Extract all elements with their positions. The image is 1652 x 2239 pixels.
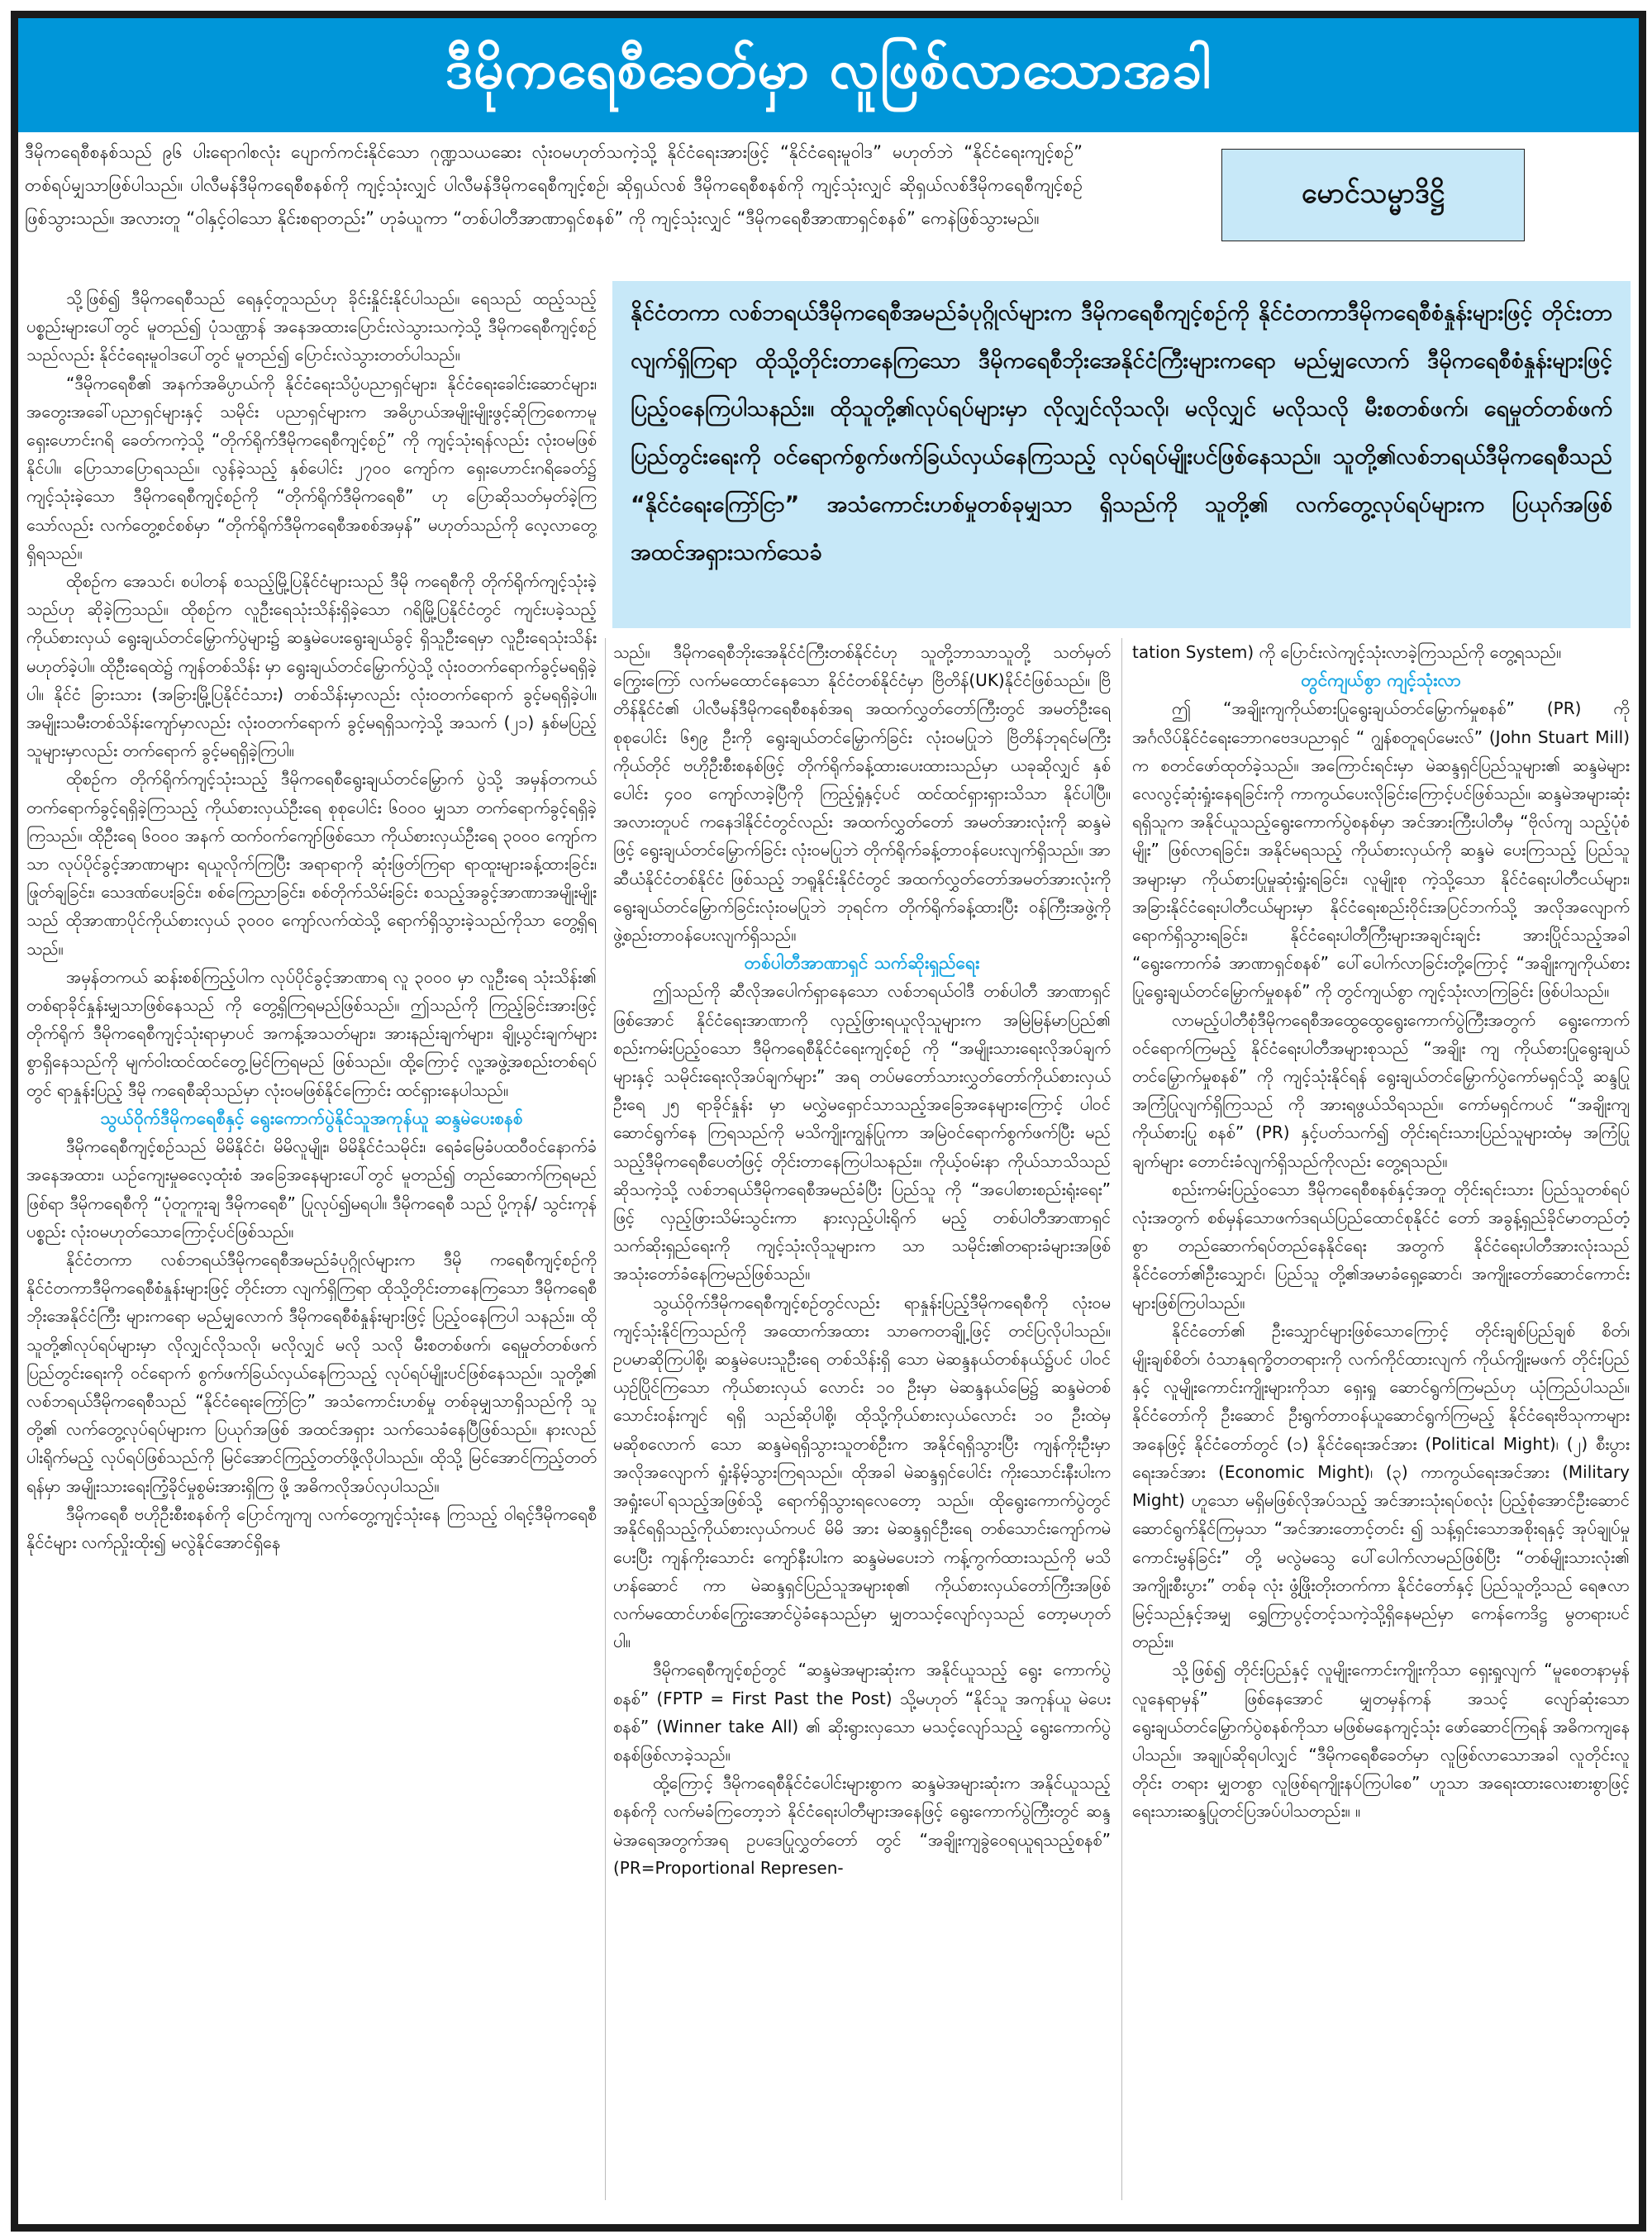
article-title: ဒီမိုကရေစီခေတ်မှာ လူဖြစ်လာသောအခါ — [445, 40, 1212, 101]
paragraph: ဒီမိုကရေစီကျင့်စဉ်သည် မိမိနိုင်ငံ၊ မိမိလူမျိုး၊ မိမိနိုင်ငံသမိုင်း၊ ရေခံမြေခံပထဝီဝင်နောက်ခံအနေအထား၊ ယဉ်ကျေးမှုဓလေ့ထုံးစံ အခြေအနေများပေါ်တွင် မူတည်၍ တည်ဆောက်ကြရမည်ဖြစ်ရာ ဒီမိုကရေစီကို “ပုံတူကူးချ ဒီမိုကရေစီ” ပြုလုပ်၍မရပါ။ ဒီမိုကရေစီ သည် ပို့ကုန်/ သွင်းကုန်ပစ္စည်း လုံးဝမဟုတ်သောကြောင့်ပင်ဖြစ်သည်။ — [26, 1136, 597, 1241]
paragraph: ဒီမိုကရေစီ ဗဟိုဦးစီးစနစ်ကို ပြောင်ကျကျ လက်တွေ့ကျင့်သုံးနေ ကြသည့် ဝါရင့်ဒီမိုကရေစီနိုင်ငံများ လက်ညှိုးထိုး၍ မလွဲနိုင်အောင်ရှိနေ — [26, 1503, 597, 1552]
paragraph: အမှန်တကယ် ဆန်းစစ်ကြည့်ပါက လုပ်ပိုင်ခွင့်အာဏာရ လူ ၃၀၀၀ မှာ လူဦးရေ သုံးသိန်း၏ တစ်ရာခိုင်နှုန်းမျှသာဖြစ်နေသည် ကို တွေ့ရှိကြရမည်ဖြစ်သည်။ ဤသည်ကို ကြည့်ခြင်းအားဖြင့် တိုက်ရိုက် ဒီမိုကရေစီကျင့်သုံးရာမှာပင် အကန့်အသတ်များ၊ အားနည်းချက်များ၊ ချို့ယွင်းချက်များစွာရှိနေသည်ကို မျက်ဝါးထင်ထင်တွေ့မြင်ကြရမည် ဖြစ်သည်။ ထို့ကြောင့် လူ့အဖွဲ့အစည်းတစ်ရပ်တွင် ရာနှုန်းပြည့် ဒီမို ကရေစီဆိုသည်မှာ လုံးဝမဖြစ်နိုင်ကြောင်း ထင်ရှားနေပါသည်။ — [26, 966, 597, 1100]
subheading: တွင်ကျယ်စွာ ကျင့်သုံးလာ — [1301, 670, 1461, 691]
paragraph: ဤ “အချိုးကျကိုယ်စားပြုရွေးချယ်တင်မြှောက်မှုစနစ်” (PR) ကို အင်္ဂလိပ်နိုင်ငံရေးဘောဂဗေဒပညာရှင် “ ဂျွန်စတူရပ်မေးလ်” (John Stuart Mill) က စတင်ဖော်ထုတ်ခဲ့သည်။ အကြောင်းရင်းမှာ မဲဆန္ဒရှင်ပြည်သူများ၏ ဆန္ဒမဲများလေလွင့်ဆုံးရှုံးနေရခြင်းကို ကာကွယ်ပေးလိုခြင်းကြောင့်ပင်ဖြစ်သည်။ ဆန္ဒမဲအများဆုံးရရှိသူက အနိုင်ယူသည့်ရွေးကောက်ပွဲစနစ်မှာ အင်အားကြီးပါတီမှ “ဗိုလ်ကျ သည့်ပုံစံမျိုး” ဖြစ်လာရခြင်း၊ အနိုင်မရသည့် ကိုယ်စားလှယ်ကို ဆန္ဒမဲ ပေးကြသည့် ပြည်သူအများမှာ ကိုယ်စားပြုမှုဆုံးရှုံးရခြင်း၊ လူမျိုးစု ကဲ့သို့သော နိုင်ငံရေးပါတီငယ်များ၊ အခြားနိုင်ငံရေးပါတီငယ်များမှာ နိုင်ငံရေးစည်းဝိုင်းအပြင်ဘက်သို့ အလိုအလျောက်ရောက်ရှိသွားရခြင်း၊ နိုင်ငံရေးပါတီကြီးများအချင်းချင်း အားပြိုင်သည့်အခါ “ရွေးကောက်ခံ အာဏာရှင်စနစ်” ပေါ်ပေါက်လာခြင်းတို့ကြောင့် “အချိုးကျကိုယ်စား ပြုရွေးချယ်တင်မြှောက်မှုစနစ်” ကို တွင်ကျယ်စွာ ကျင့်သုံးလာကြခြင်း ဖြစ်ပါသည်။ — [1132, 698, 1630, 1002]
author-box — [1221, 149, 1525, 241]
paragraph: ဤသည်ကို ဆီလိုအပေါက်ရှာနေသော လစ်ဘရယ်ဝါဒီ တစ်ပါတီ အာဏာရှင်ဖြစ်အောင် နိုင်ငံရေးအာဏာကို လှည့်ဖြားရယူလိုသူများက အမြဲမြန်မာပြည်၏ စည်းကမ်းပြည့်ဝသော ဒီမိုကရေစီနိုင်ငံရေးကျင့်စဉ် ကို “အမျိုးသားရေးလိုအပ်ချက်များနှင့် သမိုင်းရေးလိုအပ်ချက်များ” အရ တပ်မတော်သားလွှတ်တော်ကိုယ်စားလှယ်ဦးရေ ၂၅ ရာခိုင်နှုန်း မှာ မလွှဲမရှောင်သာသည့်အခြေအနေများကြောင့် ပါဝင်ဆောင်ရွက်နေ ကြရသည်ကို မသိကျိုးကျွန်ပြုကာ အမြဲဝင်ရောက်စွက်ဖက်ပြီး မည်သည့်ဒီမိုကရေစီပေတံဖြင့် တိုင်းတာနေကြပါသနည်း။ ကိုယ့်ဝမ်းနာ ကိုယ်သာသိသည်ဆိုသကဲ့သို့ လစ်ဘရယ်ဒီမိုကရေစီအမည်ခံပြီး ပြည်သူ ကို “အပေါစားစည်းရုံးရေး” ဖြင့် လှည့်ဖြားသိမ်းသွင်းကာ နားလှည့်ပါးရိုက် မည့် တစ်ပါတီအာဏာရှင် သက်ဆိုးရှည်ရေးကို ကျင့်သုံးလိုသူများက သာ သမိုင်း၏တရားခံများအဖြစ် အသုံးတော်ခံနေကြမည်ဖြစ်သည်။ — [613, 981, 1111, 1284]
paragraph: ထိုစဉ်က အေသင်၊ စပါတန် စသည့်မြို့ပြနိုင်ငံများသည် ဒီမို ကရေစီကို တိုက်ရိုက်ကျင့်သုံးခဲ့သည်ဟု ဆိုခဲ့ကြသည်။ ထိုစဉ်က လူဦးရေသုံးသိန်းရှိခဲ့သော ဂရိမြို့ပြနိုင်ငံတွင် ကျင်းပခဲ့သည့် ကိုယ်စားလှယ် ရွေးချယ်တင်မြှောက်ပွဲများ၌ ဆန္ဒမဲပေးရွေးချယ်ခွင့် ရှိသူဦးရေမှာ လူဦးရေသုံးသိန်းမဟုတ်ခဲ့ပါ။ ထိုဦးရေထဲ၌ ကျန်တစ်သိန်း မှာ ရွေးချယ်တင်မြှောက်ပွဲသို့ လုံးဝတက်ရောက်ခွင့်မရရှိခဲ့ပါ။ နိုင်ငံ ခြားသား (အခြားမြို့ပြနိုင်ငံသား) တစ်သိန်းမှာလည်း လုံးဝတက်ရောက် ခွင့်မရရှိခဲ့ပါ။ အမျိုးသမီးတစ်သိန်းကျော်မှာလည်း လုံးဝတက်ရောက် ခွင့်မရရှိသကဲ့သို့ အသက် (၂၁) နှစ်မပြည့်သူများမှာလည်း တက်ရောက် ခွင့်မရရှိခဲ့ကြပါ။ — [26, 571, 597, 761]
paragraph: ထို့ကြောင့် ဒီမိုကရေစီနိုင်ငံပေါင်းများစွာက ဆန္ဒမဲအများဆုံးက အနိုင်ယူသည့်စနစ်ကို လက်မခံကြတော့ဘဲ နိုင်ငံရေးပါတီများအနေဖြင့် ရွေးကောက်ပွဲကြီးတွင် ဆန္ဒမဲအရေအတွက်အရ ဥပဒေပြုလွှတ်တော် တွင် “အချိုးကျခွဲဝေရယူရသည့်စနစ်” (PR=Proportional Represen- — [613, 1773, 1111, 1878]
column-right — [1132, 638, 1630, 2200]
title-banner — [18, 18, 1639, 132]
paragraph: ထိုစဉ်က တိုက်ရိုက်ကျင့်သုံးသည့် ဒီမိုကရေစီရွေးချယ်တင်မြှောက် ပွဲသို့ အမှန်တကယ်တက်ရောက်ခွင့်ရရှိခဲ့ကြသည့် ကိုယ်စားလှယ်ဦးရေ စုစုပေါင်း ၆၀၀၀ မျှသာ တက်ရောက်ခွင့်ရရှိခဲ့ကြသည်။ ထိုဦးရေ ၆၀၀၀ အနက် ထက်ဝက်ကျော်ဖြစ်သော ကိုယ်စားလှယ်ဦးရေ ၃၀၀၀ ကျော်ကသာ လုပ်ပိုင်ခွင့်အာဏာများ ရယူလိုက်ကြပြီး အရာရာကို ဆုံးဖြတ်ကြရာ ရာထူးများခန့်ထားခြင်း၊ ဖြုတ်ချခြင်း၊ သေဒဏ်ပေးခြင်း၊ စစ်ကြေညာခြင်း၊ စစ်တိုက်သိမ်းခြင်း စသည့်အခွင့်အာဏာအမျိုးမျိုး သည် ထိုအာဏာပိုင်ကိုယ်စားလှယ် ၃၀၀၀ ကျော်လက်ထဲသို့ ရောက်ရှိသွားခဲ့သည်ကိုသာ တွေ့ရှိရသည်။ — [26, 769, 597, 959]
paragraph: လာမည့်ပါတီစုံဒီမိုကရေစီအထွေထွေရွေးကောက်ပွဲကြီးအတွက် ရွေးကောက်ဝင်ရောက်ကြမည့် နိုင်ငံရေးပါတီအများစုသည် “အချိုး ကျ ကိုယ်စားပြုရွေးချယ်တင်မြှောက်မှုစနစ်” ကို ကျင့်သုံးနိုင်ရန် ရွေးချယ်တင်မြှောက်ပွဲကော်မရှင်သို့ ဆန္ဒပြု အကြံပြုလျက်ရှိကြသည် ကို အားရဖွယ်သိရသည်။ ကော်မရှင်ကပင် “အချိုးကျကိုယ်စားပြု စနစ်” (PR) နှင့်ပတ်သက်၍ တိုင်းရင်းသားပြည်သူများထံမှ အကြံပြု ချက်များ တောင်းခံလျက်ရှိသည်ကိုလည်း တွေ့ရသည်။ — [1132, 1009, 1630, 1171]
paragraph: စည်းကမ်းပြည့်ဝသော ဒီမိုကရေစီစနစ်နှင့်အတူ တိုင်းရင်းသား ပြည်သူတစ်ရပ်လုံးအတွက် စစ်မှန်သောဖက်ဒရယ်ပြည်ထောင်စုနိုင်ငံ တော် အခွန့်ရှည်ခိုင်မာတည်တံ့စွာ တည်ဆောက်ရပ်တည်နေနိုင်ရေး အတွက် နိုင်ငံရေးပါတီအားလုံးသည် နိုင်ငံတော်၏ဦးသျှောင်၊ ပြည်သူ တို့၏အမာခံရှေ့ဆောင်၊ အကျိုးတော်ဆောင်ကောင်းများဖြစ်ကြပါသည်။ — [1132, 1179, 1630, 1312]
subheading: သွယ်ဝိုက်ဒီမိုကရေစီနှင့် ရွေးကောက်ပွဲနိုင်သူအကုန်ယူ ဆန္ဒမဲပေးစနစ် — [100, 1108, 523, 1128]
paragraph: tation System) ကို ပြောင်းလဲကျင့်သုံးလာခဲ့ကြသည်ကို တွေ့ရသည်။ — [1132, 642, 1562, 662]
paragraph: နိုင်ငံတော်၏ ဦးသျှောင်များဖြစ်သောကြောင့် တိုင်းချစ်ပြည်ချစ် စိတ်၊ မျိုးချစ်စိတ်၊ ဝံသာနုရက္ခိတတရားကို လက်ကိုင်ထားလျက် ကိုယ်ကျိုးမဖက် တိုင်းပြည်နှင့် လူမျိုးကောင်းကျိုးများကိုသာ ရှေးရှု ဆောင်ရွက်ကြမည်ဟု ယုံကြည်ပါသည်။ နိုင်ငံတော်ကို ဦးဆောင် ဦးရွက်တာဝန်ယူဆောင်ရွက်ကြမည့် နိုင်ငံရေးဗိသုကာများအနေဖြင့် နိုင်ငံတော်တွင် (၁) နိုင်ငံရေးအင်အား (Political Might)၊ (၂) စီးပွား ရေးအင်အား (Economic Might)၊ (၃) ကာကွယ်ရေးအင်အား (Military Might) ဟူသော မရှိမဖြစ်လိုအပ်သည့် အင်အားသုံးရပ်စလုံး ပြည့်စုံအောင်ဦးဆောင်ဆောင်ရွက်နိုင်ကြမှသာ “အင်အားတောင့်တင်း ၍ သန့်ရှင်းသောအစိုးရနှင့် အုပ်ချုပ်မှုကောင်းမွန်ခြင်း” တို့ မလွဲမသွေ ပေါ်ပေါက်လာမည်ဖြစ်ပြီး “တစ်မျိုးသားလုံး၏ အကျိုးစီးပွား” တစ်ခု လုံး ဖွံ့ဖြိုးတိုးတက်ကာ နိုင်ငံတော်နှင့် ပြည်သူတို့သည် ရေဇလာ မြင့်သည်နှင့်အမျှ ရွှေကြာပွင့်တင့်သကဲ့သို့ရှိနေမည်မှာ ကေန်ကေဒိဋ္ဌ မွတရားပင်တည်း။ — [1132, 1320, 1630, 1652]
subheading: တစ်ပါတီအာဏာရှင် သက်ဆိုးရှည်ရေး — [744, 953, 980, 974]
paragraph: ဒီမိုကရေစီကျင့်စဉ်တွင် “ဆန္ဒမဲအများဆုံးက အနိုင်ယူသည့် ရွေး ကောက်ပွဲစနစ်” (FPTP = First Past the Post) သို့မဟုတ် “နိုင်သူ အကုန်ယူ မဲပေးစနစ်” (Winner take All) ၏ ဆိုးရွားလှသော မသင့်လျော်သည့် ရွေးကောက်ပွဲစနစ်ဖြစ်လာခဲ့သည်။ — [613, 1660, 1111, 1765]
paragraph: သည်။ ဒီမိုကရေစီဘိုးအေနိုင်ငံကြီးတစ်နိုင်ငံဟု သူတို့ဘာသာသူတို့ သတ်မှတ်ကြွေးကြော် လက်မထောင်နေသော နိုင်ငံတစ်နိုင်ငံမှာ ဗြိတိန်(UK)နိုင်ငံဖြစ်သည်။ ဗြိတိန်နိုင်ငံ၏ ပါလီမန်ဒီမိုကရေစီစနစ်အရ အထက်လွှတ်တော်ကြီးတွင် အမတ်ဦးရေ စုစုပေါင်း ၆၅၉ ဦးကို ရွေးချယ်တင်မြှောက်ခြင်း လုံးဝမပြုဘဲ ဗြိတိန်ဘုရင်မကြီးကိုယ်တိုင် ဗဟိုဦးစီးစနစ်ဖြင့် တိုက်ရိုက်ခန့်ထားပေးထားသည်မှာ ယခုဆိုလျှင် နှစ်ပေါင်း ၄၀၀ ကျော်လာခဲ့ပြီကို ကြည့်ရှုံနှင့်ပင် ထင်ထင်ရှားရှားသိသာ နိုင်ပါပြီ။ အလားတူပင် ကနေဒါနိုင်ငံတွင်လည်း အထက်လွှတ်တော် အမတ်အားလုံးကို ဆန္ဒမဲဖြင့် ရွေးချယ်တင်မြှောက်ခြင်း လုံးဝမပြုဘဲ တိုက်ရိုက်ခန့်တာဝန်ပေးလျက်ရှိသည်။ အာဆီယံနိုင်ငံတစ်နိုင်ငံ ဖြစ်သည့် ဘရူနိုင်းနိုင်ငံတွင် အထက်လွှတ်တော်အမတ်အားလုံးကို ရွေးချယ်တင်မြှောက်ခြင်းလုံးဝမပြုဘဲ ဘုရင်က တိုက်ရိုက်ခန့်ထားပြီး ဝန်ကြီးအဖွဲ့ကို ဖွဲ့စည်းတာဝန်ပေးလျက်ရှိသည်။ — [613, 642, 1111, 946]
author-name: မောင်သမ္မာဒိဋ္ဌိ — [1301, 176, 1445, 210]
column-divider — [605, 638, 606, 2200]
paragraph: သွယ်ဝိုက်ဒီမိုကရေစီကျင့်စဉ်တွင်လည်း ရာနှုန်းပြည့်ဒီမိုကရေစီကို လုံးဝမကျင့်သုံးနိုင်ကြသည်ကို အထောက်အထား သာဓကတချို့ဖြင့် တင်ပြလိုပါသည်။ ဥပမာဆိုကြပါစို့၊ ဆန္ဒမဲပေးသူဦးရေ တစ်သိန်းရှိ သော မဲဆန္ဒနယ်တစ်နယ်၌ပင် ပါဝင်ယှဉ်ပြိုင်ကြသော ကိုယ်စားလှယ် လောင်း ၁၀ ဦးမှာ မဲဆန္ဒနယ်မြေ၌ ဆန္ဒမဲတစ်သောင်းဝန်းကျင် ရရှိ သည်ဆိုပါစို့၊ ထိုသို့ကိုယ်စားလှယ်လောင်း ၁၀ ဦးထဲမှ မဆိုစလောက် သော ဆန္ဒမဲရရှိသွားသူတစ်ဦးက အနိုင်ရရှိသွားပြီး ကျန်ကိုးဦးမှာ အလိုအလျောက် ရှုံးနိမ့်သွားကြရသည်။ ထိုအခါ မဲဆန္ဒရှင်ပေါင်း ကိုးသောင်းနီးပါးက အရှုံးပေါ်ရသည့်အဖြစ်သို့ ရောက်ရှိသွားရလေတော့ သည်။ ထိုရွေးကောက်ပွဲတွင် အနိုင်ရရှိသည့်ကိုယ်စားလှယ်ကပင် မိမိ အား မဲဆန္ဒရှင်ဦးရေ တစ်သောင်းကျော်ကမဲပေးပြီး ကျန်ကိုးသောင်း ကျော်နီးပါးက ဆန္ဒမဲမပေးဘဲ ကန့်ကွက်ထားသည်ကို မသိဟန်ဆောင် ကာ မဲဆန္ဒရှင်ပြည်သူအများစု၏ ကိုယ်စားလှယ်တော်ကြီးအဖြစ် လက်မထောင်ဟစ်ကြွေးအောင်ပွဲခံနေသည်မှာ မျှတသင့်လျော်လှသည် တော့မဟုတ်ပါ။ — [613, 1292, 1111, 1652]
paragraph: နိုင်ငံတကာ လစ်ဘရယ်ဒီမိုကရေစီအမည်ခံပုဂ္ဂိုလ်များက ဒီမို ကရေစီကျင့်စဉ်ကို နိုင်ငံတကာဒီမိုကရေစီစံနှုန်းများဖြင့် တိုင်းတာ လျက်ရှိကြရာ ထိုသို့တိုင်းတာနေကြသော ဒီမိုကရေစီဘိုးအေနိုင်ငံကြီး များကရော မည်မျှလောက် ဒီမိုကရေစီစံနှုန်းများဖြင့် ပြည့်ဝနေကြပါ သနည်း။ ထိုသူတို့၏လုပ်ရပ်များမှာ လိုလျှင်လိုသလို၊ မလိုလျှင် မလို သလို မီးစတစ်ဖက်၊ ရေမှုတ်တစ်ဖက် ပြည်တွင်းရေးကို ဝင်ရောက် စွက်ဖက်ခြယ်လှယ်နေကြသည့် လုပ်ရပ်မျိုးပင်ဖြစ်နေသည်။ သူတို့၏ လစ်ဘရယ်ဒီမိုကရေစီသည် “နိုင်ငံရေးကြော်ငြာ” အသံကောင်းဟစ်မှု တစ်ခုမျှသာရှိသည်ကို သူတို့၏ လက်တွေ့လုပ်ရပ်များက ပြယုဂ်အဖြစ် အထင်အရှား သက်သေခံနေပြီဖြစ်သည်။ နားလည်ပါးရိုက်မည့် လုပ်ရပ်ဖြစ်သည်ကို မြင်အောင်ကြည့်တတ်ဖို့လိုပါသည်။ ထိုသို့ မြင်အောင်ကြည့်တတ်ရန်မှာ အမျိုးသားရေးကြံ့ခိုင်မှုစွမ်းအားရှိကြ ဖို့ အဓိကလိုအပ်လှပါသည်။ — [26, 1249, 597, 1496]
paragraph: သို့ဖြစ်၍ ဒီမိုကရေစီသည် ရေနှင့်တူသည်ဟု ခိုင်းနှိုင်းနိုင်ပါသည်။ ရေသည် ထည့်သည့်ပစ္စည်းများပေါ်တွင် မူတည်၍ ပုံသဏ္ဌာန် အနေအထားပြောင်းလဲသွားသကဲ့သို့ ဒီမိုကရေစီကျင့်စဉ်သည်လည်း နိုင်ငံရေးမူဝါဒပေါ်တွင် မူတည်၍ ပြောင်းလဲသွားတတ်ပါသည်။ — [26, 288, 597, 365]
paragraph: သို့ဖြစ်၍ တိုင်းပြည်နှင့် လူမျိုးကောင်းကျိုးကိုသာ ရှေးရှုလျက် “မူစေတနာမှန် လူနေရာမှန်” ဖြစ်နေအောင် မျှတမှန်ကန် အသင့် လျော်ဆုံးသော ရွေးချယ်တင်မြှောက်ပွဲစနစ်ကိုသာ မဖြစ်မနေကျင့်သုံး ဖော်ဆောင်ကြရန် အဓိကကျနေပါသည်။ အချုပ်ဆိုရပါလျှင် “ဒီမိုကရေစီခေတ်မှာ လူဖြစ်လာသောအခါ လူတိုင်းလူတိုင်း တရား မျှတစွာ လူဖြစ်ရကျိုးနပ်ကြပါစေ” ဟူသာ အရေးထားလေးစားစွာဖြင့် ရေးသားဆန္ဒပြုတင်ပြအပ်ပါသတည်း။ ။ — [1132, 1660, 1630, 1822]
paragraph: “ဒီမိုကရေစီ၏ အနက်အဓိပ္ပာယ်ကို နိုင်ငံရေးသိပ္ပံပညာရှင်များ၊ နိုင်ငံရေးခေါင်းဆောင်များ၊ အတွေးအခေါ်ပညာရှင်များနှင့် သမိုင်း ပညာရှင်များက အဓိပ္ပာယ်အမျိုးမျိုးဖွင့်ဆိုကြစေကာမူ ရှေးဟောင်းဂရိ ခေတ်ကကဲ့သို့ “တိုက်ရိုက်ဒီမိုကရေစီကျင့်စဉ်” ကို ကျင့်သုံးရန်လည်း လုံးဝမဖြစ်နိုင်ပါ။ ပြောသာပြောရသည်။ လွန်ခဲ့သည့် နှစ်ပေါင်း ၂၇၀၀ ကျော်က ရှေးဟောင်းဂရိခေတ်၌ ကျင့်သုံးခဲ့သော ဒီမိုကရေစီကျင့်စဉ်ကို “တိုက်ရိုက်ဒီမိုကရေစီ” ဟု ပြောဆိုသတ်မှတ်ခဲ့ကြသော်လည်း လက်တွေ့စင်စစ်မှာ “တိုက်ရိုက်ဒီမိုကရေစီအစစ်အမှန်” မဟုတ်သည်ကို လေ့လာတွေ့ရှိရသည်။ — [26, 373, 597, 563]
column-divider — [1121, 638, 1122, 2200]
column-middle — [613, 638, 1111, 2200]
intro-paragraph: ဒီမိုကရေစီစနစ်သည် ၉၆ ပါးရောဂါစလုံး ပျောက်ကင်းနိုင်သော ဂုဏ္ဍသယဆေး လုံးဝမဟုတ်သကဲ့သို့ နိုင်ငံရေးအားဖြင့် “နိုင်ငံရေးမူဝါဒ” မဟုတ်ဘဲ “နိုင်ငံရေးကျင့်စဉ်” တစ်ရပ်မျှသာဖြစ်ပါသည်။ ပါလီမန်ဒီမိုကရေစီစနစ်ကို ကျင့်သုံးလျှင် ပါလီမန်ဒီမိုကရေစီကျင့်စဉ်၊ ဆိုရှယ်လစ် ဒီမိုကရေစီစနစ်ကို ကျင့်သုံးလျှင် ဆိုရှယ်လစ်ဒီမိုကရေစီကျင့်စဉ်ဖြစ်သွားသည်။ အလားတူ “ဝါနှင့်ဝါသော နိုင်းစရာတည်း” ဟုခံယူကာ “တစ်ပါတီအာဏာရှင်စနစ်” ကို ကျင့်သုံးလျှင် “ဒီမိုကရေစီအာဏာရှင်စနစ်” ကေနဲဖြစ်သွားမည်။ — [25, 142, 1083, 228]
column-left — [26, 284, 597, 2200]
pull-quote: နိုင်ငံတကာ လစ်ဘရယ်ဒီမိုကရေစီအမည်ခံပုဂ္ဂိုလ်များက ဒီမိုကရေစီကျင့်စဉ်ကို နိုင်ငံတကာဒီမိုကရေစီစံနှုန်းများဖြင့် တိုင်းတာလျက်ရှိကြရာ ထိုသို့တိုင်းတာနေကြသော ဒီမိုကရေစီဘိုးအေနိုင်ငံကြီးများကရော မည်မျှလောက် ဒီမိုကရေစီစံနှုန်းများဖြင့် ပြည့်ဝနေကြပါသနည်း။ ထိုသူတို့၏လုပ်ရပ်များမှာ လိုလျှင်လိုသလို၊ မလိုလျှင် မလိုသလို မီးစတစ်ဖက်၊ ရေမှုတ်တစ်ဖက် ပြည်တွင်းရေးကို ဝင်ရောက်စွက်ဖက်ခြယ်လှယ်နေကြသည့် လုပ်ရပ်မျိုးပင်ဖြစ်နေသည်။ သူတို့၏လစ်ဘရယ်ဒီမိုကရေစီသည် “နိုင်ငံရေးကြော်ငြာ” အသံကောင်းဟစ်မှုတစ်ခုမျှသာ ရှိသည်ကို သူတို့၏ လက်တွေ့လုပ်ရပ်များက ပြယုဂ်အဖြစ် အထင်အရှားသက်သေခံ — [612, 281, 1631, 628]
